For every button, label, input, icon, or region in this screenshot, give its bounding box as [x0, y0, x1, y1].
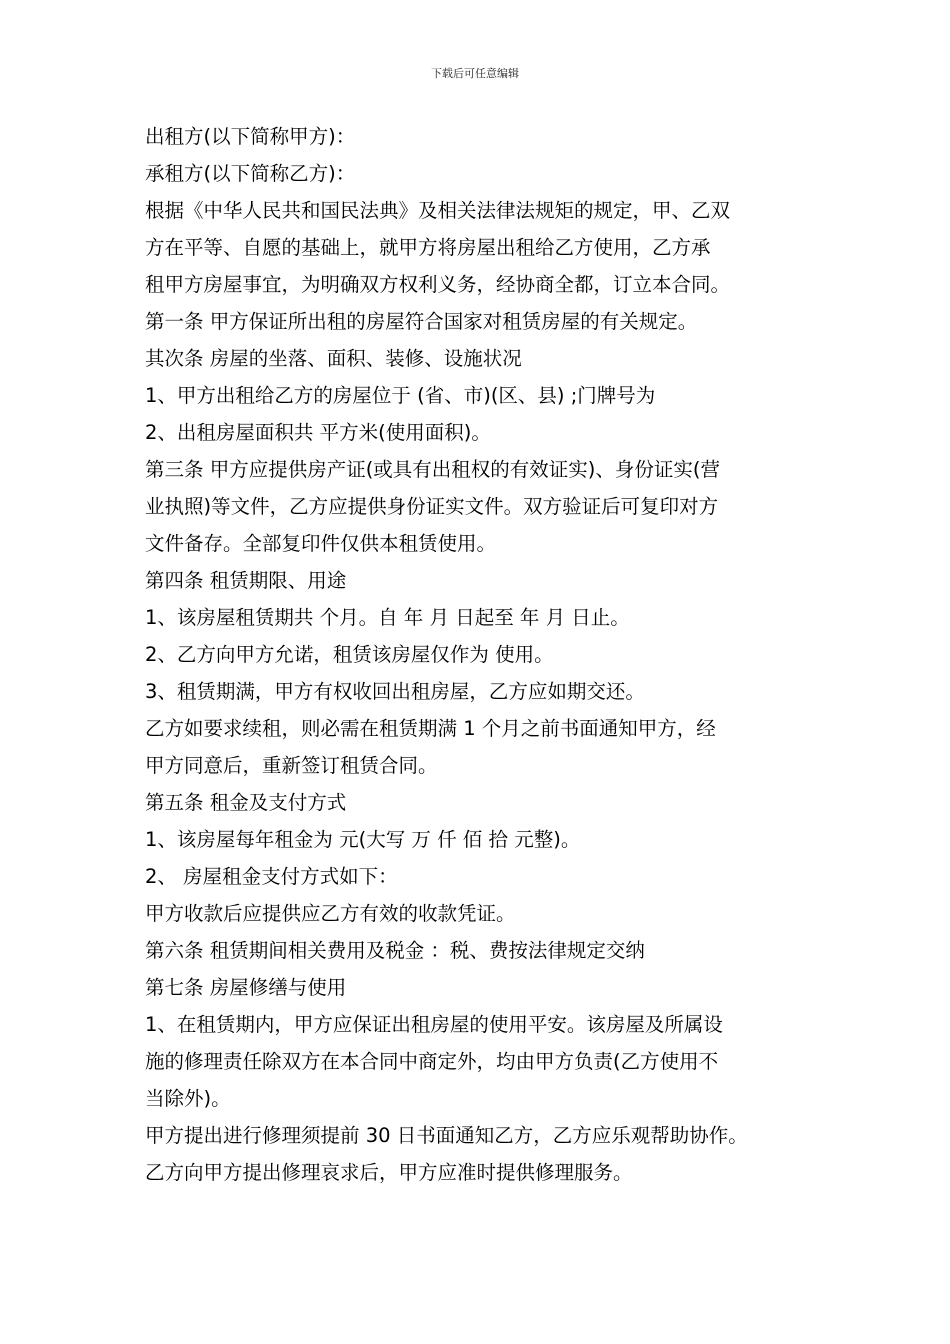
clause-item: 2、出租房屋面积共 平方米(使用面积)。	[145, 421, 491, 444]
paragraph-line: 甲方收款后应提供应乙方有效的收款凭证。	[145, 902, 516, 925]
paragraph-line: 方在平等、自愿的基础上，就甲方将房屋出租给乙方使用，乙方承	[145, 236, 711, 259]
page-header: 下载后可任意编辑	[431, 67, 519, 80]
clause-item: 2、 房屋租金支付方式如下：	[145, 865, 398, 888]
article-heading: 第一条 甲方保证所出租的房屋符合国家对租赁房屋的有关规定。	[145, 310, 698, 333]
article-heading: 第四条 租赁期限、用途	[145, 569, 347, 592]
clause-item: 1、在租赁期内，甲方应保证出租房屋的使用平安。该房屋及所属设	[145, 1013, 723, 1036]
paragraph-line: 租甲方房屋事宜，为明确双方权利义务，经协商全都，订立本合同。	[145, 273, 731, 296]
document-body	[145, 118, 820, 1191]
article-heading: 其次条 房屋的坐落、面积、装修、设施状况	[145, 347, 522, 370]
paragraph-line: 乙方向甲方提出修理哀求后，甲方应准时提供修理服务。	[145, 1161, 633, 1184]
paragraph-line: 文件备存。全部复印件仅供本租赁使用。	[145, 532, 497, 555]
clause-item: 3、租赁期满，甲方有权收回出租房屋，乙方应如期交还。	[145, 680, 645, 703]
article-heading: 第三条 甲方应提供房产证(或具有出租权的有效证实)、身份证实(营	[145, 458, 721, 481]
paragraph-line: 出租方(以下简称甲方)：	[145, 125, 356, 148]
paragraph-line: 甲方提出进行修理须提前 30 日书面通知乙方，乙方应乐观帮助协作。	[145, 1124, 748, 1147]
paragraph-line: 施的修理责任除双方在本合同中商定外，均由甲方负责(乙方使用不	[145, 1050, 719, 1073]
clause-item: 1、该房屋租赁期共 个月。自 年 月 日起至 年 月 日止。	[145, 606, 630, 629]
paragraph-line: 根据《中华人民共和国民法典》及相关法律法规矩的规定，甲、乙双	[145, 199, 731, 222]
article-heading: 第七条 房屋修缮与使用	[145, 976, 347, 999]
paragraph-line: 乙方如要求续租，则必需在租赁期满 1 个月之前书面通知甲方，经	[145, 717, 716, 740]
paragraph-line: 当除外)。	[145, 1087, 231, 1110]
clause-item: 1、甲方出租给乙方的房屋位于 (省、市)(区、县) ;门牌号为	[145, 384, 656, 407]
article-heading: 第五条 租金及支付方式	[145, 791, 347, 814]
article-heading: 第六条 租赁期间相关费用及税金 ：税、费按法律规定交纳	[145, 939, 645, 962]
clause-item: 2、乙方向甲方允诺，租赁该房屋仅作为 使用。	[145, 643, 554, 666]
paragraph-line: 甲方同意后，重新签订租赁合同。	[145, 754, 438, 777]
paragraph-line: 业执照)等文件，乙方应提供身份证实文件。双方验证后可复印对方	[145, 495, 719, 518]
paragraph-line: 承租方(以下简称乙方)：	[145, 162, 356, 185]
clause-item: 1、该房屋每年租金为 元(大写 万 仟 佰 拾 元整)。	[145, 828, 581, 851]
